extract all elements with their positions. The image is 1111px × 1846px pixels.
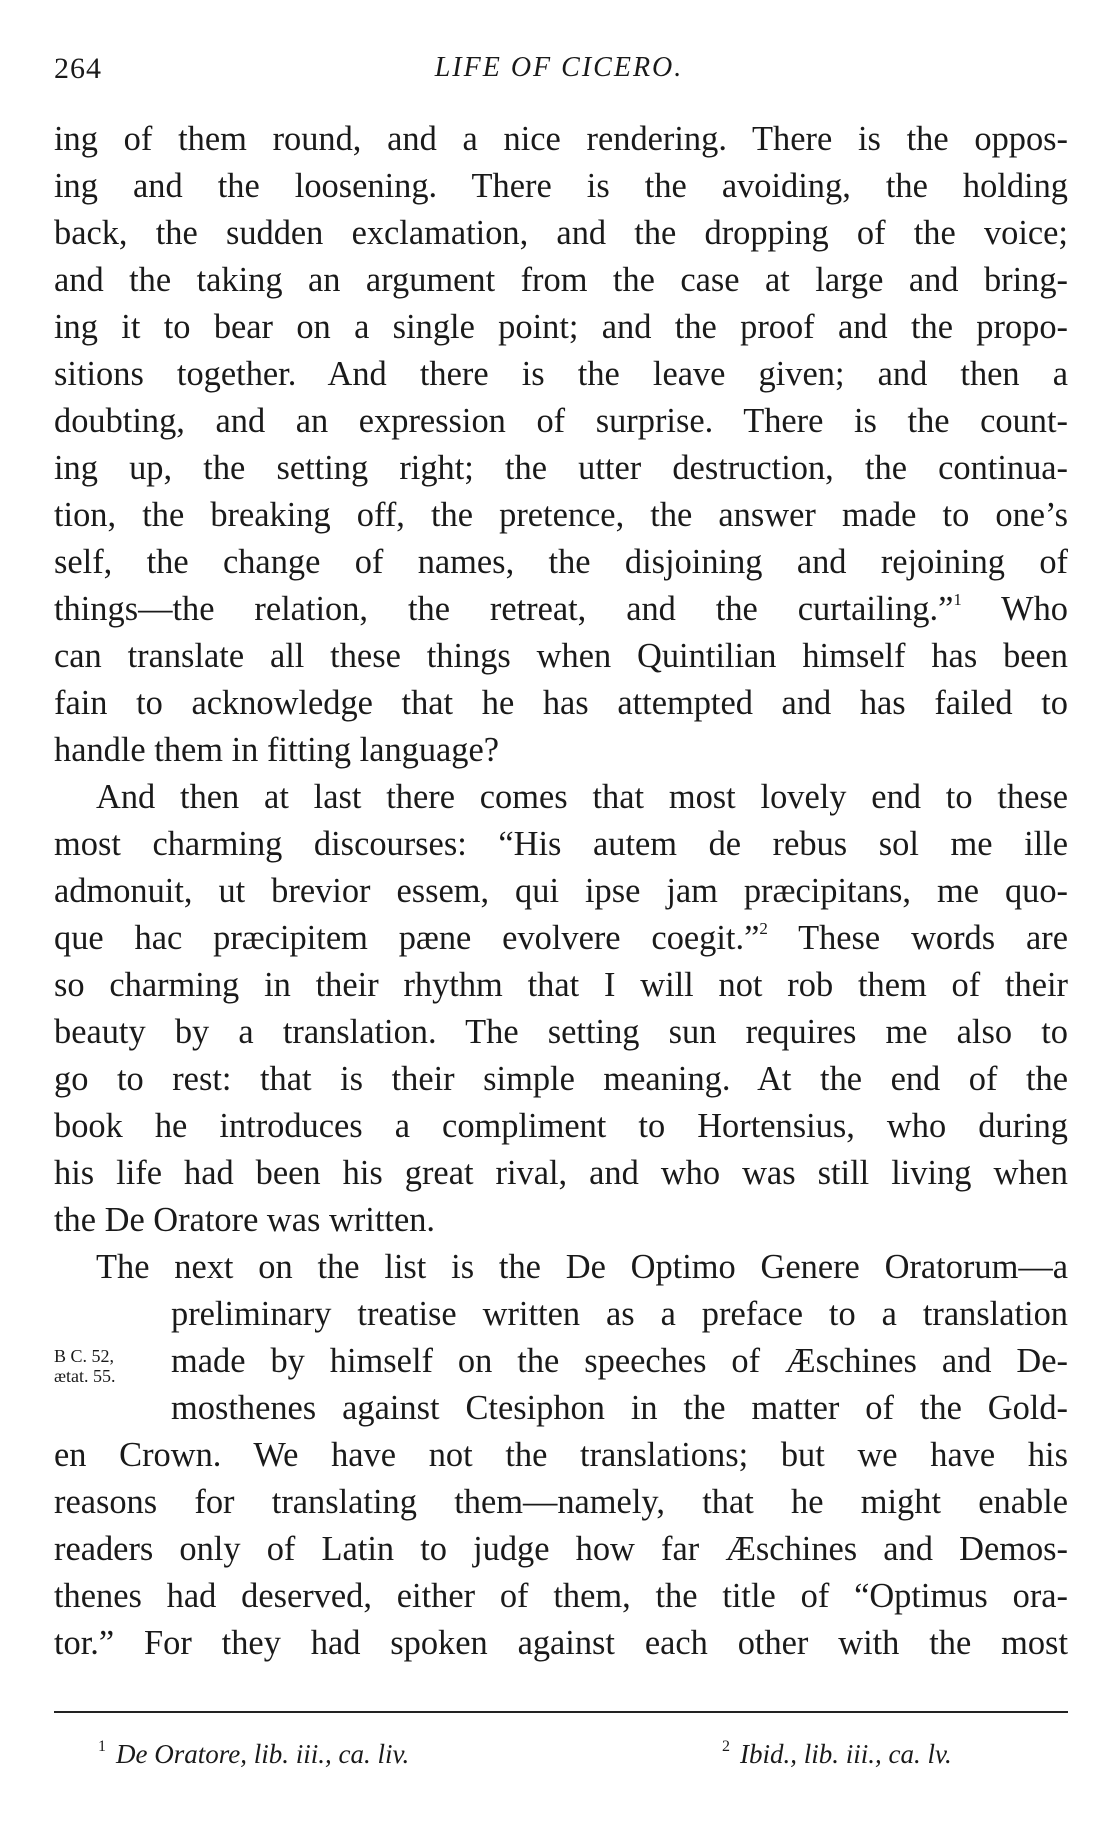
margin-note-line: ætat. 55. xyxy=(54,1366,116,1386)
text-line: tor.” For they had spoken against each other with the most xyxy=(54,1624,1068,1662)
paragraph-1 xyxy=(54,116,1068,774)
text-line: most charming discourses: “His autem de rebus sol me ille xyxy=(54,825,1068,863)
text-line: ing and the loosening. There is the avoiding, the holding xyxy=(54,167,1068,205)
text-line: book he introduces a compliment to Hortensius, who during xyxy=(54,1107,1068,1145)
text-line: back, the sudden exclamation, and the dropping of the voice; xyxy=(54,214,1068,252)
text-line: sitions together. And there is the leave given; and then a xyxy=(54,355,1068,393)
text-segment: These words are xyxy=(767,919,1068,957)
text-line: The next on the list is the De Optimo Genere Oratorum—a xyxy=(96,1248,1068,1286)
text-line: mosthenes against Ctesiphon in the matter of the Gold- xyxy=(171,1389,1068,1427)
footnote-1 xyxy=(98,1738,409,1770)
footnote-mark: 2 xyxy=(722,1738,730,1755)
text-line: self, the change of names, the disjoining and rejoining of xyxy=(54,543,1068,581)
paragraph-2 xyxy=(54,774,1068,1244)
text-line: ing of them round, and a nice rendering. There is the oppos- xyxy=(54,120,1068,158)
text-line: doubting, and an expression of surprise. There is the count- xyxy=(54,402,1068,440)
footnote-text: Ibid., lib. iii., ca. lv. xyxy=(740,1739,952,1769)
text-segment: things—the relation, the retreat, and the curtailing.” xyxy=(54,590,954,628)
text-line: fain to acknowledge that he has attempted and has failed to xyxy=(54,684,1068,722)
text-line: reasons for translating them—namely, that he might enable xyxy=(54,1483,1068,1521)
text-segment: Who xyxy=(961,590,1068,628)
text-line-with-footnote xyxy=(54,915,1068,962)
text-segment: que hac præcipitem pæne evolvere coegit.” xyxy=(54,919,760,957)
footnote-mark: 1 xyxy=(98,1738,106,1755)
text-line: his life had been his great rival, and who was still living when xyxy=(54,1154,1068,1192)
footnote-ref-1: 1 xyxy=(953,590,962,609)
text-line-with-footnote xyxy=(54,586,1068,633)
paragraph-3 xyxy=(54,1244,1068,1667)
text-line: and the taking an argument from the case at large and bring- xyxy=(54,261,1068,299)
text-line: made by himself on the speeches of Æschines and De- xyxy=(171,1342,1068,1380)
text-line: readers only of Latin to judge how far Æschines and Demos- xyxy=(54,1530,1068,1568)
text-line: go to rest: that is their simple meaning. At the end of the xyxy=(54,1060,1068,1098)
text-line: tion, the breaking off, the pretence, the answer made to one’s xyxy=(54,496,1068,534)
page-header xyxy=(54,52,1064,92)
running-title: LIFE OF CICERO. xyxy=(434,52,684,83)
body-text xyxy=(54,116,1068,1667)
footnote-divider xyxy=(54,1711,1068,1713)
text-line: so charming in their rhythm that I will not rob them of their xyxy=(54,966,1068,1004)
text-line: ing it to bear on a single point; and the proof and the propo- xyxy=(54,308,1068,346)
text-line: the De Oratore was written. xyxy=(54,1201,436,1239)
text-line: beauty by a translation. The setting sun requires me also to xyxy=(54,1013,1068,1051)
footnote-text: De Oratore, lib. iii., ca. liv. xyxy=(116,1739,410,1769)
text-line: And then at last there comes that most lovely end to these xyxy=(96,778,1068,816)
text-line: handle them in fitting language? xyxy=(54,731,500,769)
text-line: thenes had deserved, either of them, the title of “Optimus ora- xyxy=(54,1577,1068,1615)
text-line: en Crown. We have not the translations; but we have his xyxy=(54,1436,1068,1474)
text-line: ing up, the setting right; the utter destruction, the continua- xyxy=(54,449,1068,487)
text-line: can translate all these things when Quintilian himself has been xyxy=(54,637,1068,675)
footnote-2 xyxy=(722,1738,952,1770)
margin-date-note xyxy=(54,1346,116,1386)
page-number: 264 xyxy=(54,52,102,85)
text-line: preliminary treatise written as a preface to a translation xyxy=(171,1295,1068,1333)
text-line: admonuit, ut brevior essem, qui ipse jam præcipitans, me quo- xyxy=(54,872,1068,910)
margin-note-line: B C. 52, xyxy=(54,1346,115,1366)
footnote-ref-2: 2 xyxy=(759,919,768,938)
